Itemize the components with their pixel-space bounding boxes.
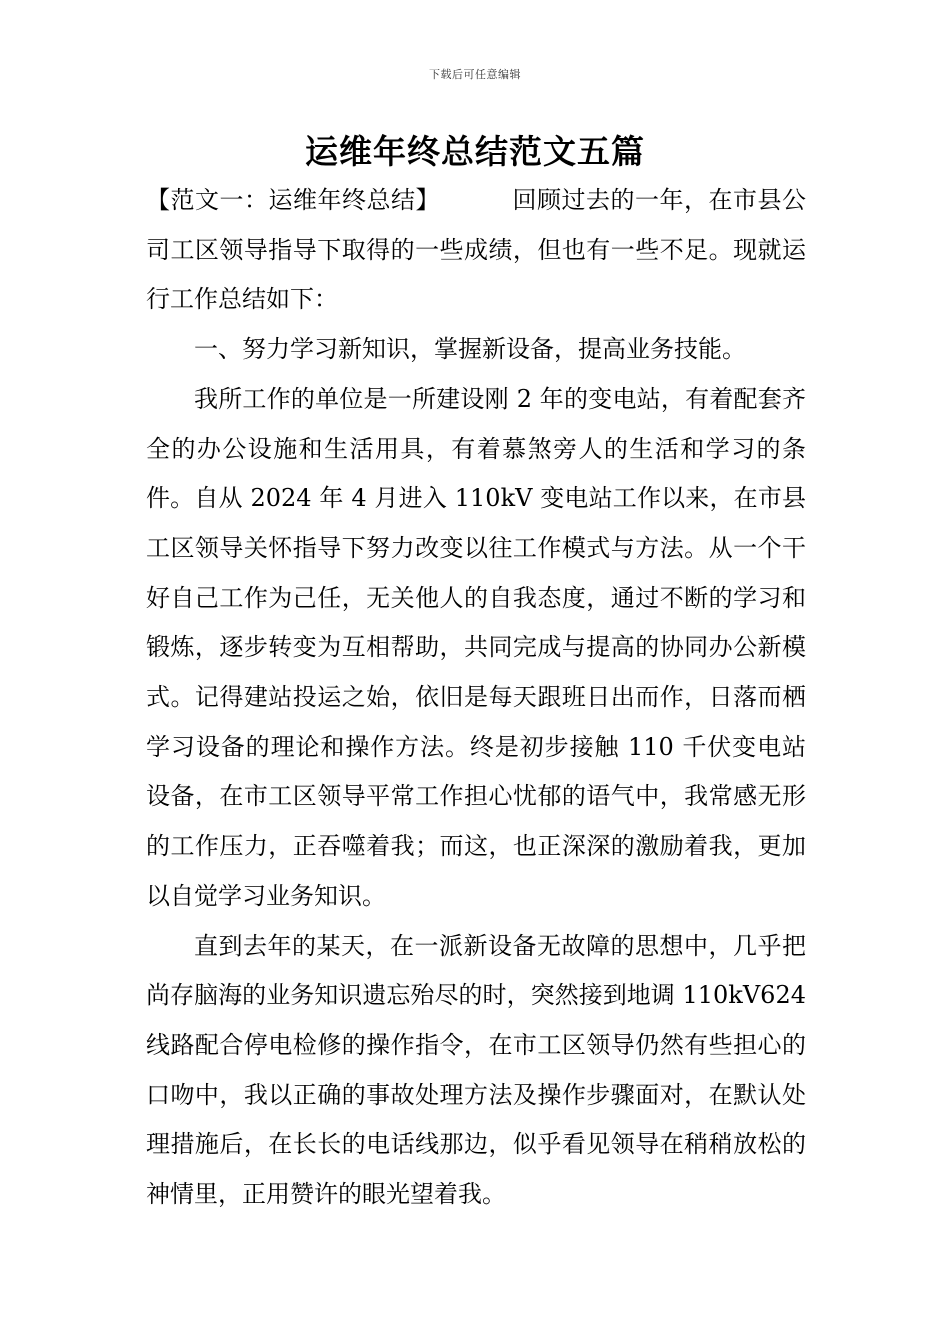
paragraph-body-1: 我所工作的单位是一所建设刚 2 年的变电站，有着配套齐全的办公设施和生活用具，有着慕煞旁人的生活和学习的条件。自从 2024 年 4 月进入 110kV 变电站工作以来，在市县工区领导关怀指导下努力改变以往工作模式与方法。从一个干好自己工作为己任，无关他人的自我态度，通过不断的学习和锻炼，逐步转变为互相帮助，共同完成与提高的协同办公新模式。记得建站投运之始，依旧是每天跟班日出而作，日落而栖学习设备的理论和操作方法。终是初步接触 110 千伏变电站设备，在市工区领导平常工作担心忧郁的语气中，我常感无形的工作压力，正吞噬着我；而这，也正深深的激励着我，更加以自觉学习业务知识。: [146, 384, 806, 910]
paragraph-intro: [146, 176, 806, 325]
section-heading-1: 一、努力学习新知识，掌握新设备，提高业务技能。: [194, 335, 746, 364]
sample-label: 【范文一：运维年终总结】: [146, 186, 440, 214]
paragraph-body-2: 直到去年的某天，在一派新设备无故障的思想中，几乎把尚存脑海的业务知识遗忘殆尽的时，突然接到地调 110kV624 线路配合停电检修的操作指令，在市工区领导仍然有些担心的口吻中，我以正确的事故处理方法及操作步骤面对，在默认处理措施后，在长长的电话线那边，似乎看见领导在稍稍放松的神情里，正用赞许的眼光望着我。: [146, 931, 806, 1209]
header-note: 下载后可任意编辑: [429, 68, 521, 81]
intro-text: 回顾过去的一年，在市县公司工区领导指导下取得的一些成绩，但也有一些不足。现就运行工作总结如下：: [146, 186, 806, 314]
document-title: 运维年终总结范文五篇: [305, 132, 645, 171]
document-body: [146, 176, 806, 1220]
